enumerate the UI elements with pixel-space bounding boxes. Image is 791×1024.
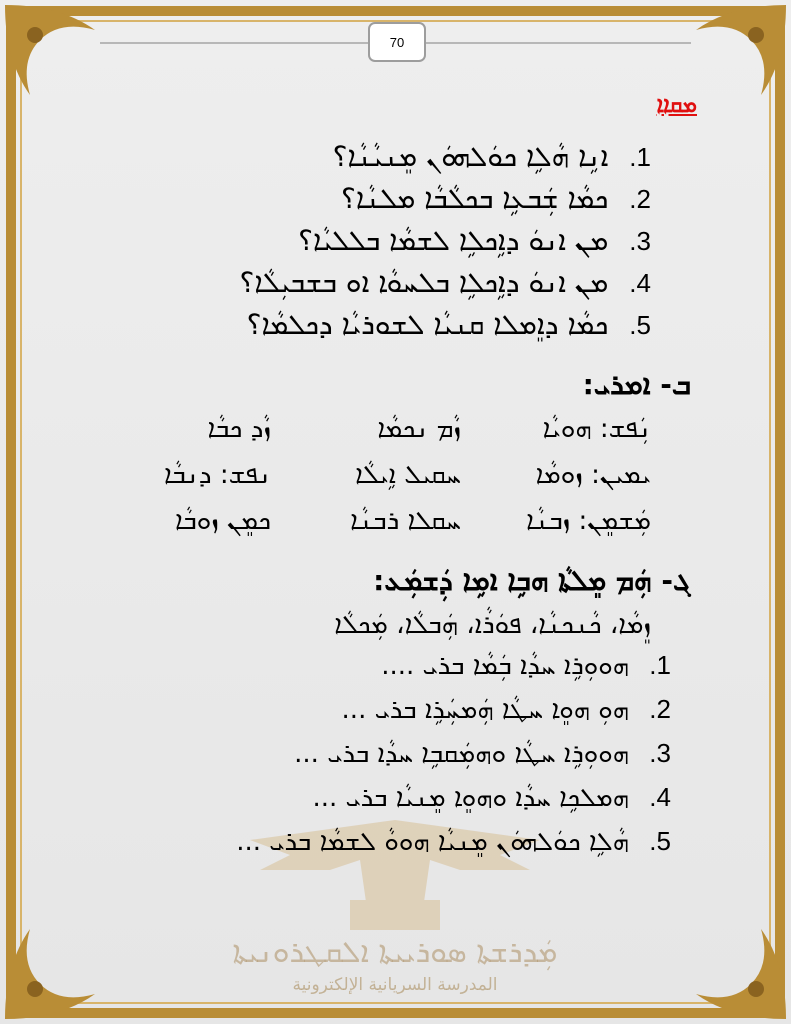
item-text: ܗܘܼ ܗܘܸܐ ܚܛܵܐ ܗܲܡܚܲܪܹܐ ܒܪܝ ...: [341, 695, 630, 725]
corner-ornament-icon: [681, 914, 791, 1024]
word-pair: ܢܦܫ: ܕܢܒܵܐ: [163, 460, 271, 490]
item-number: 4.: [649, 782, 671, 812]
question-number: 4.: [629, 268, 651, 298]
item-text: ܗܘܘܼܪܹܐ ܚܕܵܐ ܒܲܡܵܐ ܒܪܝ ....: [381, 651, 630, 681]
fill-blank-item: [381, 650, 671, 682]
word-bank: ܙܸܡܵܐ، ܟܵܢܟܢܵܐ، ܦܘܿܪܵܐ، ܗܲܒܠܵܐ، ܡܲܟܠܵܐ: [334, 610, 651, 640]
fill-blank-item: [312, 782, 671, 814]
item-number: 5.: [649, 826, 671, 856]
fill-blank-item: [342, 694, 671, 726]
section-title: ܡܩܐܐ: [656, 92, 697, 118]
word-pair: ܢܲܦܫ: ܗܘܝܵܐ: [542, 414, 651, 444]
word-pair: ܟܡܸܢ ܙܘܒܵܐ: [174, 506, 271, 536]
item-text: ܗܡܠܟܹܐ ܚܕܵܐ ܘܗܘܸܐ ܡܸܢܝܵܐ ܒܪܝ ...: [312, 783, 630, 813]
question-item: [341, 182, 651, 216]
question-text: ܡܢ ܐܢܘܿ ܕܐܹܟܠܹܐ ܒܠܚܘܵܐ ܐܘ ܒܫܒܝܼܠܵܐ؟: [239, 266, 609, 299]
fill-blank-item: [236, 826, 671, 858]
item-number: 2.: [649, 694, 671, 724]
item-number: 1.: [649, 650, 671, 680]
question-text: ܟܡܵܐ ܫܲܒܥܹܐ ܒܟܠܵܒܵܐ ܡܠܢܵܐ؟: [341, 182, 609, 215]
question-text: ܡܢ ܐܢܘܿ ܕܐܹܟܠܹܐ ܠܫܡܵܐ ܒܠܠܝܵܐ؟: [298, 224, 609, 257]
school-name-arabic-watermark: المدرسة السريانية الإلكترونية: [292, 975, 498, 995]
question-number: 5.: [629, 310, 651, 340]
question-text: ܟܡܵܐ ܕܐܸܡܠܐ ܩܢܝܵܐ ܠܫܘܪܝܵܐ ܕܟܠܡܵܐ؟: [246, 308, 609, 341]
school-name-syriac-watermark: ܡܲܕܪܫܬܐ ܣܘܪܝܝܬܐ ܐܠܩܛܪܘܢܝܬܐ: [232, 935, 558, 970]
fill-blank-item: [294, 738, 671, 770]
word-pair: ܙܵܡ ܢܟܡܵܐ: [377, 414, 461, 444]
question-item: [333, 140, 651, 174]
word-pair: ܡܲܫܡܸܢ: ܙܒܢܵܐ: [526, 506, 651, 536]
word-pair-row: [91, 460, 651, 491]
question-item: [298, 224, 651, 258]
corner-ornament-icon: [0, 914, 110, 1024]
section-b-heading: ܒ- ܐܡܪܝ:: [582, 368, 691, 401]
question-number: 2.: [629, 184, 651, 214]
word-pair-row: [91, 506, 651, 537]
question-number: 1.: [629, 142, 651, 172]
question-text: ܐܢܹܐ ܗܵܠܹܐ ܟܘܿܠܗܘܿܢ ܡܸܢܝܵܢܵܐ؟: [332, 140, 609, 173]
word-pair: ܙܵܕ ܟܒܵܐ: [207, 414, 271, 444]
item-number: 3.: [649, 738, 671, 768]
word-pair-row: [91, 414, 651, 445]
page-number: 70: [368, 22, 426, 62]
word-pair: ܝܡܝܢ: ܙܘܡܵܐ: [535, 460, 651, 490]
corner-ornament-icon: [681, 0, 791, 110]
item-text: ܗܘܘܼܪܹܐ ܚܛܵܐ ܘܗܡܲܩܒܹܐ ܚܕܵܐ ܒܪܝ ...: [294, 739, 630, 769]
question-item: [247, 308, 651, 342]
winged-emblem-watermark-icon: [210, 800, 580, 950]
word-pair: ܚܩܠܐ ܪܒܢܵܐ: [350, 506, 461, 536]
question-number: 3.: [629, 226, 651, 256]
corner-ornament-icon: [0, 0, 110, 110]
item-text: ܗܵܠܹܐ ܟܘܿܠܗܘܿܢ ܡܸܢܝܵܐ ܗܘܘܵ ܠܫܡܵܐ ܒܪܝ ...: [236, 827, 630, 857]
question-item: [239, 266, 651, 300]
word-pair: ܚܩܝܠ ܐܹܝܠܵܐ: [355, 460, 461, 490]
section-c-heading: ܓ- ܗܲܡ ܡܸܠܬܵܐ ܗܒܹܐ ܐܡܹܐ ܕܲܫܡܲܥ:: [373, 564, 691, 597]
